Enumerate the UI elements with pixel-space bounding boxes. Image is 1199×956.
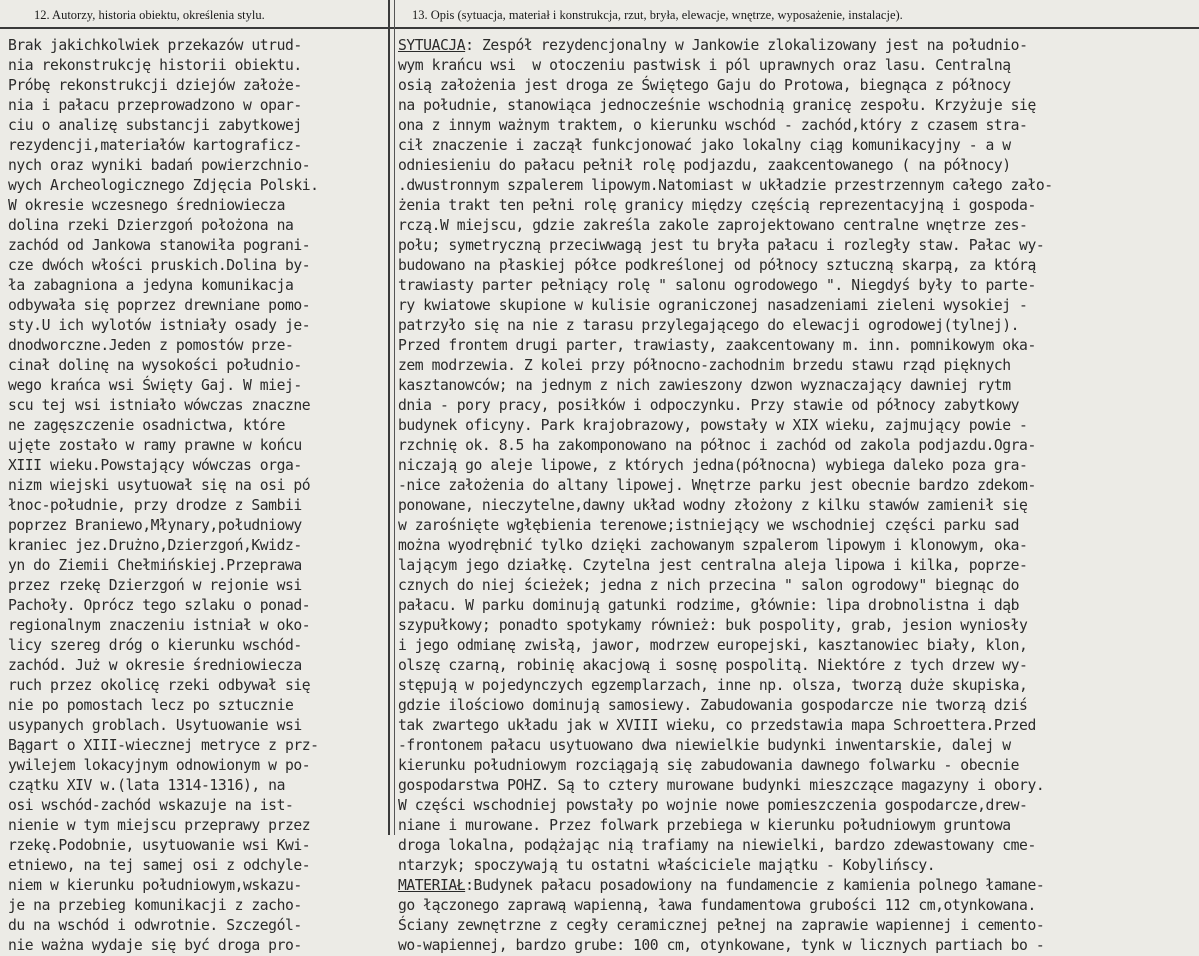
description-text-line [398,676,1198,696]
history-text-line: dnodworczne.Jeden z pomostów prze- [8,337,294,354]
description-text-line [398,336,1198,356]
line-text: cznych do niej ścieżek; jedna z nich przecina " salon ogrodowy" biegnąc do [398,577,1020,594]
line-text: droga lokalna, podążając nią trafiamy na niewielki, bardzo zdewastowany cme- [398,837,1036,854]
line-text: :Budynek pałacu posadowiony na fundamencie z kamienia polnego łamane- [465,877,1045,894]
description-text-line [398,516,1198,536]
history-text-line: ujęte zostało w ramy prawne w końcu [8,437,302,454]
line-text: : Zespół rezydencjonalny w Jankowie zlokalizowany jest na południo- [465,37,1028,54]
history-text-line: niem w kierunku południowym,wskazu- [8,877,302,894]
description-text-line [398,936,1198,956]
line-text: Ściany zewnętrzne z cegły ceramicznej pełnej na zaprawie wapiennej i cemento- [398,917,1045,934]
line-text: żenia trakt ten pełni rolę granicy między częścią reprezentacyjną i gospoda- [398,197,1036,214]
history-text-line: wych Archeologicznego Zdjęcia Polski. [8,177,319,194]
line-text: .dwustronnym szpalerem lipowym.Natomiast w układzie przestrzennym całego zało- [398,177,1053,194]
history-text-line: je na przebieg komunikacji z zacho- [8,897,302,914]
line-text: trawiasty parter pełniący rolę " salonu ogrodowego ". Niegdyś były to parte- [398,277,1036,294]
line-text: kierunku południowym rozciągają się zabudowania dawnego folwarku - obecnie [398,757,1020,774]
line-text: W części wschodniej powstały po wojnie nowe pomieszczenia gospodarcze,drew- [398,797,1028,814]
header-rule [0,27,1199,29]
line-text: lającym jego działkę. Czytelna jest centralna aleja lipowa i kilka, poprze- [398,557,1028,574]
description-text-line [398,36,1198,56]
description-text-line [398,296,1198,316]
history-text-line: sty.U ich wylotów istniały osady je- [8,317,311,334]
description-text-line [398,756,1198,776]
description-text-line [398,116,1198,136]
description-text-line [398,316,1198,336]
description-text-line [398,376,1198,396]
history-text-line: Bągart o XIII-wiecznej metryce z prz- [8,737,319,754]
history-text-line: ne zagęszczenie osadnictwa, które [8,417,285,434]
history-text-line: kraniec jez.Drużno,Dzierzgoń,Kwidz- [8,537,302,554]
history-text-line: przez rzekę Dzierzgoń w rejonie wsi [8,577,302,594]
history-text-line: rezydencji,materiałów kartograficz- [8,137,302,154]
history-text-line: nia rekonstrukcję historii obiektu. [8,57,302,74]
description-text-line [398,716,1198,736]
history-text-line: nia i pałacu przeprowadzono w opar- [8,97,302,114]
description-text-column [398,36,1198,956]
line-text: rzchnię ok. 8.5 ha zakomponowano na północ i zachód od zakola podjazdu.Ogra- [398,437,1036,454]
description-text-line [398,736,1198,756]
history-text-line: nienie w tym miejscu przeprawy przez [8,817,311,834]
description-text-line [398,216,1198,236]
history-text-line: dolina rzeki Dzierzgoń położona na [8,217,294,234]
description-text-line [398,416,1198,436]
description-text-line [398,136,1198,156]
line-text: szypułkowy; ponadto spotykamy również: buk pospolity, grab, jesion wyniosły [398,617,1028,634]
line-text: na południe, stanowiąca jednocześnie wschodnią granicę zespołu. Krzyżuje się [398,97,1036,114]
history-text-line: zachód. Już w okresie średniowiecza [8,657,302,674]
description-text-line [398,916,1198,936]
description-text-line [398,476,1198,496]
history-text-line: łnoc-południe, przy drodze z Sambii [8,497,302,514]
line-text: gospodarstwa POHZ. Są to cztery murowane budynki mieszczące magazyny i obory. [398,777,1045,794]
history-text-line: osi wschód-zachód wskazuje na ist- [8,797,294,814]
line-text: dnia - pory pracy, posiłków i odpoczynku. Przy stawie od północy zabytkowy [398,397,1020,414]
description-text-line [398,176,1198,196]
line-text: patrzyło się na nie z tarasu przylegającego do elewacji ogrodowej(tylnej). [398,317,1020,334]
line-text: tak zwartego układu jak w XVIII wieku, co przedstawia mapa Schroettera.Przed [398,717,1036,734]
history-text-line: nizm wiejski usytuował się na osi pó [8,477,311,494]
line-text: niczają go aleje lipowe, z których jedna(północna) wybiega daleko poza gra- [398,457,1028,474]
line-text: osią założenia jest droga ze Świętego Gaju do Protowa, biegnąca z północy [398,77,1011,94]
history-text-column [8,36,386,956]
history-text-line: W okresie wczesnego średniowiecza [8,197,285,214]
history-text-line: regionalnym znaczeniu istniał w oko- [8,617,311,634]
history-text-line: du na wschód i odwrotnie. Szczegól- [8,917,302,934]
line-text: odniesieniu do pałacu pełnił rolę podjazdu, zaakcentowanego ( na północy) [398,157,1011,174]
history-text-line: ywilejem lokacyjnym odnowionym w po- [8,757,311,774]
line-text: gdzie ilościowo dominują samosiewy. Zabudowania gospodarcze nie tworzą dziś [398,697,1028,714]
column-divider-inner [394,0,395,835]
description-text-line [398,856,1198,876]
description-text-line [398,556,1198,576]
description-text-line [398,696,1198,716]
line-text: ponowane, nieczytelne,dawny układ wodny złożony z kilku stawów zamienił się [398,497,1028,514]
line-text: kasztanowców; na jednym z nich zawieszony dzwon wyznaczający dawniej rytm [398,377,1011,394]
line-text: ona z innym ważnym traktem, o kierunku wschód - zachód,który z czasem stra- [398,117,1028,134]
history-text-line: ła zabagniona a jedyna komunikacja [8,277,294,294]
line-text: ntarzyk; spoczywają tu ostatni właściciele majątku - Kobylińscy. [398,857,936,874]
history-text-line: ciu o analizę substancji zabytkowej [8,117,302,134]
description-text-line [398,56,1198,76]
section-label: MATERIAŁ [398,877,466,894]
history-text-line: zachód od Jankowa stanowiła pograni- [8,237,311,254]
description-text-line [398,456,1198,476]
description-text-line [398,276,1198,296]
line-text: olszę czarną, robinię akacjową i sosnę pospolitą. Niektóre z tych drzew wy- [398,657,1028,674]
line-text: -nice założenia do altany lipowej. Wnętrze parku jest obecnie bardzo zdekom- [398,477,1036,494]
line-text: go łączonego zaprawą wapienną, ława fundamentowa grubości 112 cm,otynkowana. [398,897,1036,914]
line-text: ry kwiatowe skupione w kulisie ograniczonej nasadzeniami zieleni wysokiej - [398,297,1028,314]
description-text-line [398,156,1198,176]
history-text-line: odbywała się poprzez drewniane pomo- [8,297,311,314]
line-text: wo-wapiennej, bardzo grube: 100 cm, otynkowane, tynk w licznych partiach bo - [398,937,1045,954]
description-text-line [398,576,1198,596]
description-text-line [398,656,1198,676]
history-text-line: cze dwóch włości pruskich.Dolina by- [8,257,311,274]
description-text-line [398,776,1198,796]
line-text: rczą.W miejscu, gdzie zakreśla zakole zaprojektowano centralne wnętrze zes- [398,217,1028,234]
history-text-line: scu tej wsi istniało wówczas znaczne [8,397,311,414]
description-text-line [398,896,1198,916]
description-text-line [398,356,1198,376]
description-text-line [398,256,1198,276]
line-text: i jego odmianę zwisłą, jawor, modrzew europejski, kasztanowiec biały, klon, [398,637,1028,654]
line-text: w zarośnięte wgłębienia terenowe;istniejący we wschodniej części parku sad [398,517,1020,534]
history-text-line: Próbę rekonstrukcji dziejów założe- [8,77,302,94]
line-text: budynek oficyny. Park krajobrazowy, powstały w XIX wieku, zajmujący powie - [398,417,1028,434]
history-text-line: rzekę.Podobnie, usytuowanie wsi Kwi- [8,837,311,854]
description-text-line [398,196,1198,216]
line-text: można wyodrębnić tylko dzięki zachowanym szpalerom lipowym i klonowym, oka- [398,537,1028,554]
description-text-line [398,436,1198,456]
history-text-line: licy szereg dróg o kierunku wschód- [8,637,302,654]
description-text-line [398,836,1198,856]
history-text-line: czątku XIV w.(lata 1314-1316), na [8,777,285,794]
history-text-line: nie po pomostach lecz po sztucznie [8,697,294,714]
description-text-line [398,796,1198,816]
history-text-line: ruch przez okolicę rzeki odbywał się [8,677,311,694]
description-text-line [398,536,1198,556]
description-text-line [398,236,1198,256]
section-12-header: 12. Autorzy, historia obiektu, określenia stylu. [34,8,265,22]
history-text-line: nie ważna wydaje się być droga pro- [8,937,302,954]
description-text-line [398,396,1198,416]
line-text: -frontonem pałacu usytuowano dwa niewielkie budynki inwentarskie, dalej w [398,737,1011,754]
description-text-line [398,96,1198,116]
history-text-line: nych oraz wyniki badań powierzchnio- [8,157,311,174]
history-text-line: cinał dolinę na wysokości południo- [8,357,302,374]
history-text-line: etniewo, na tej samej osi z odchyle- [8,857,311,874]
line-text: stępują w pojedynczych egzemplarzach, inne np. olsza, tworzą duże skupiska, [398,677,1028,694]
history-text-line: Pachoły. Oprócz tego szlaku o ponad- [8,597,311,614]
line-text: pałacu. W parku dominują gatunki rodzime, głównie: lipa drobnolistna i dąb [398,597,1020,614]
description-text-line [398,596,1198,616]
history-text-line: wego krańca wsi Święty Gaj. W miej- [8,377,302,394]
line-text: Przed frontem drugi parter, trawiasty, zaakcentowany m. inn. pomnikowym oka- [398,337,1036,354]
description-text-line [398,496,1198,516]
description-text-line [398,816,1198,836]
history-text-line: Brak jakichkolwiek przekazów utrud- [8,37,302,54]
description-text-line [398,76,1198,96]
history-text-line: yn do Ziemii Chełmińskiej.Przeprawa [8,557,302,574]
line-text: wym krańcu wsi w otoczeniu pastwisk i pól uprawnych oraz lasu. Centralną [398,57,1011,74]
line-text: niane i murowane. Przez folwark przebiega w kierunku południowym gruntowa [398,817,1011,834]
section-13-header: 13. Opis (sytuacja, materiał i konstrukcja, rzut, bryła, elewacje, wnętrze, wyposażenie, instalacje). [412,8,903,22]
description-text-line [398,876,1198,896]
line-text: zem modrzewia. Z kolei przy północno-zachodnim brzedu stawu rząd pięknych [398,357,1011,374]
line-text: cił znaczenie i zaczął funkcjonować jako lokalny ciąg komunikacyjny - a w [398,137,1011,154]
column-divider [388,0,390,835]
description-text-line [398,616,1198,636]
history-text-line: poprzez Braniewo,Młynary,południowy [8,517,302,534]
line-text: budowano na płaskiej półce podkreślonej od północy sztuczną skarpą, za którą [398,257,1036,274]
line-text: połu; symetryczną przeciwwagą jest tu bryła pałacu i rozległy staw. Pałac wy- [398,237,1045,254]
section-label: SYTUACJA [398,37,466,54]
history-text-line: XIII wieku.Powstający wówczas orga- [8,457,302,474]
description-text-line [398,636,1198,656]
history-text-line: usypanych groblach. Usytuowanie wsi [8,717,302,734]
